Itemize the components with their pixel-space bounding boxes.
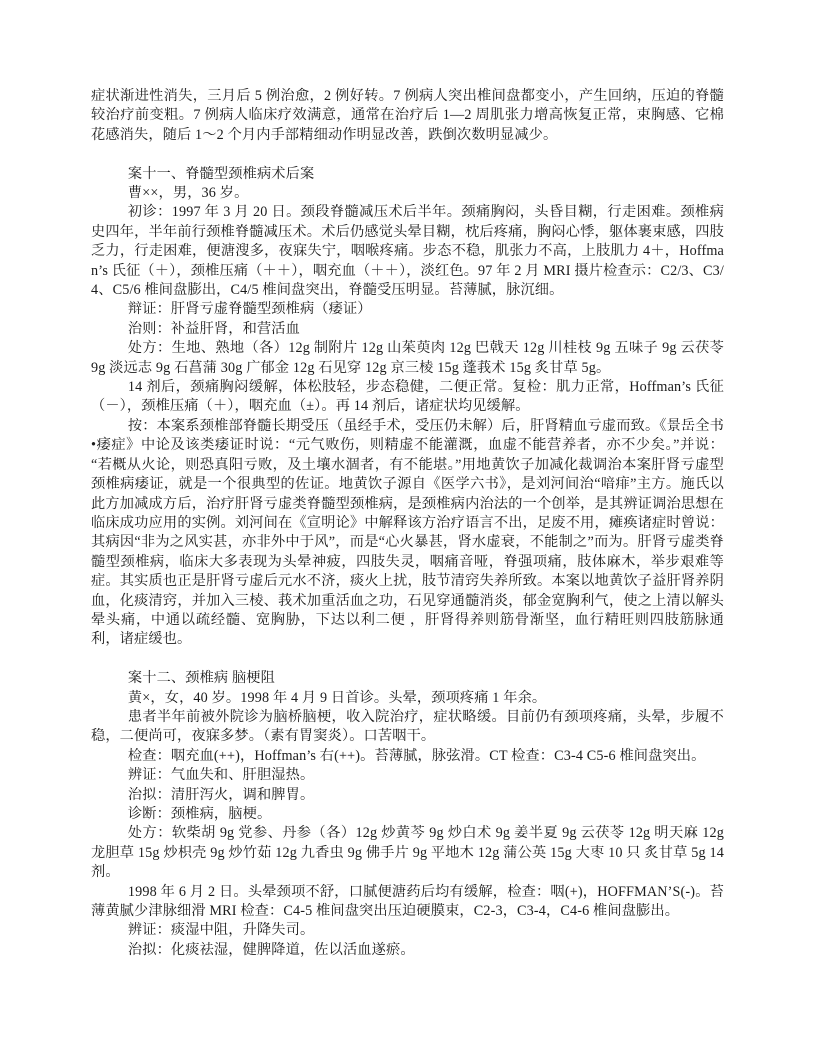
case-12-followup: 1998 年 6 月 2 日。头晕颈项不舒，口腻便溏药后均有缓解，检查：咽(+)，HOFFMAN’S(-)。苔薄黄腻少津脉细滑 MRI 检查：C4-5 椎间盘突出压迫硬膜束，C2-3，C3-4，C4-6 椎间盘膨出。: [91, 883, 724, 920]
case-11-first-visit: 初诊：1997 年 3 月 20 日。颈段脊髓减压术后半年。颈痛胸闷，头昏目糊，行走困难。颈椎病史四年，半年前行颈椎脊髓减压术。术后仍感觉头晕目糊，枕后疼痛，胸闷心悸，躯体裹束感，四肢乏力，行走困难，便溏溲多，夜寐失宁，咽喉疼痛。步态不稳，肌张力不高，上肢肌力 4＋，Hoffman’s 氏征（＋），颈椎压痛（＋＋），咽充血（＋＋），淡红色。97 年 2 月 MRI 摄片检查示：C2/3、C3/4、C5/6 椎间盘膨出，C4/5 椎间盘突出，脊髓受压明显。苔薄腻，脉沉细。: [91, 204, 724, 299]
case-12-history: 患者半年前被外院诊为脑桥脑梗，收入院治疗，症状略缓。目前仍有颈项疼痛，头晕，步履不稳，二便尚可，夜寐多梦。（素有胃窦炎）。口苦咽干。: [91, 708, 724, 745]
case-12-diagnosis: 诊断：颈椎病，脑梗。: [127, 806, 272, 822]
intro-continuation-paragraph: 症状渐进性消失，三月后 5 例治愈，2 例好转。7 例病人突出椎间盘都变小，产生回纳，压迫的脊髓较治疗前变粗。7 例病人临床疗效满意，通常在治疗后 1—2 周肌张力增高恢复正常，束胸感、它棉花感消失，随后 1～2 个月内手部精细动作明显改善，跌倒次数明显减少。: [91, 88, 724, 143]
case-12-treatment-principle-2: 治拟：化痰祛湿，健脾降道，佐以活血遂瘀。: [127, 941, 415, 958]
case-11-syndrome: 辩证：肝肾亏虚脊髓型颈椎病（痿证）: [127, 301, 372, 318]
case-11-commentary: 按：本案系颈椎部脊髓长期受压（虽经手术，受压仍未解）后，肝肾精血亏虚而致。《景岳全书•痿症》中论及该类痿证时说：“元气败伤，则精虚不能灌溉，血虚不能营养者，亦不少矣。”并说：“若概从火论，则恐真阳亏败，及土壤水涸者，有不能堪。”用地黄饮子加减化裁调治本案肝肾亏虚型颈椎病痿证，就是一个很典型的佐证。地黄饮子源自《医学六书》，是刘河间治“喑痱”主方。施氏以此方加减成方后，治疗肝肾亏虚类脊髓型颈椎病，是颈椎病内治法的一个创举，是其辨证调治思想在临床成功应用的实例。刘河间在《宣明论》中解释该方治疗语言不出，足废不用，瘫痪诸症时曾说：其病因“非为之风实甚，亦非外中于风”，而是“心火暴甚，肾水虚衰，不能制之”而为。肝肾亏虚类脊髓型颈椎病，临床大多表现为头晕神疲，四肢失灵，咽痛音哑，脊强项痛，肢体麻木，举步艰难等症。其实质也正是肝肾亏虚后元水不济，痰火上扰，肢节清窍失养所致。本案以地黄饮子益肝肾养阴血，化痰清窍，并加入三棱、莪术加重活血之功，石见穿通髓消炎，郁金宽胸利气，使之上清以解头晕头痛，中通以疏经髓、宽胸胁，下达以利二便 ，肝肾得养则筋骨渐坚，血行精旺则四肢筋脉通利，诸症缓也。: [91, 417, 724, 648]
case-11-heading: 案十一、脊髓型颈椎病术后案: [127, 165, 315, 182]
case-11-treatment-principle: 治则：补益肝肾，和营活血: [127, 320, 300, 337]
document-body: [91, 87, 724, 960]
case-12-examination: 检查：咽充血(++)，Hoffman’s 右(++)。苔薄腻，脉弦滑。CT 检查：C3-4 C5-6 椎间盘突出。: [127, 747, 706, 764]
case-12-syndrome-2: 辨证：痰湿中阻，升降失司。: [127, 922, 315, 939]
case-11-prescription: 处方：生地、熟地（各）12g 制附片 12g 山茱萸肉 12g 巴戟天 12g 川桂枝 9g 五味子 9g 云茯苓 9g 淡远志 9g 石菖蒲 30g 广郁金 12g 石见穿 12g 京三棱 15g 蓬莪术 15g 炙甘草 5g。: [91, 340, 724, 376]
case-11-patient-info: 曹××，男，36 岁。: [127, 185, 249, 202]
case-12-treatment-principle: 治拟：清肝泻火，调和脾胃。: [127, 786, 315, 803]
case-12-syndrome: 辨证：气血失和、肝胆湿热。: [127, 767, 315, 784]
case-12-heading: 案十二、颈椎病 脑梗阻: [127, 670, 275, 687]
case-12-prescription: 处方：软柴胡 9g 党参、丹参（各）12g 炒黄芩 9g 炒白术 9g 姜半夏 9g 云茯苓 12g 明天麻 12g 龙胆草 15g 炒枳壳 9g 炒竹茹 12g 九香虫 9g 佛手片 9g 平地木 12g 蒲公英 15g 大枣 10 只 炙甘草 5g 14 剂。: [91, 825, 724, 881]
case-12-patient-info: 黄×，女，40 岁。1998 年 4 月 9 日首诊。头晕，颈项疼痛 1 年余。: [127, 689, 547, 706]
case-11-followup: 14 剂后，颈痛胸闷缓解，体松肢轻，步态稳健，二便正常。复检：肌力正常，Hoffman’s 氏征（－），颈椎压痛（＋），咽充血（±）。再 14 剂后，诸症状均见缓解。: [91, 379, 724, 415]
